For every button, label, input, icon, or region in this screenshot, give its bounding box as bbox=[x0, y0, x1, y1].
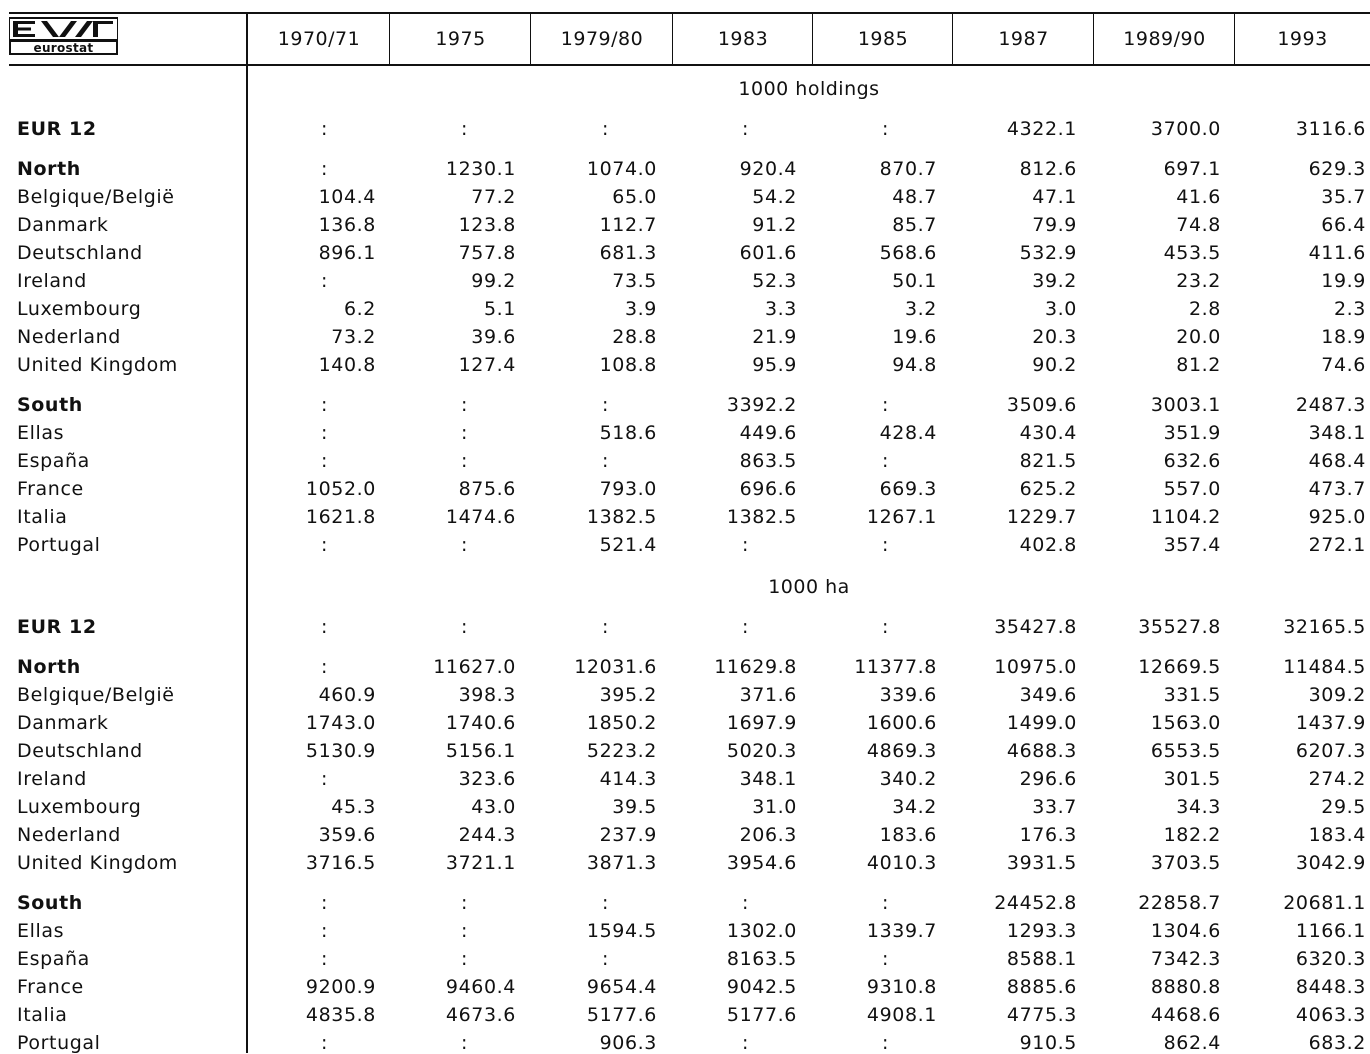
table-cell: 359.6 bbox=[318, 824, 376, 846]
table-cell: 19.6 bbox=[892, 326, 937, 348]
table-cell: 757.8 bbox=[458, 242, 516, 264]
table-cell: 183.6 bbox=[879, 824, 937, 846]
header-column-divider bbox=[952, 12, 953, 66]
table-cell: 183.4 bbox=[1308, 824, 1366, 846]
table-cell: 9200.9 bbox=[305, 976, 376, 998]
section-unit-label: 1000 ha bbox=[768, 576, 850, 598]
table-cell: 449.6 bbox=[739, 422, 797, 444]
table-cell: 1230.1 bbox=[445, 158, 516, 180]
table-cell: 349.6 bbox=[1019, 684, 1077, 706]
table-cell: 99.2 bbox=[471, 270, 516, 292]
header-column-divider bbox=[530, 12, 531, 66]
table-cell: 920.4 bbox=[739, 158, 797, 180]
table-cell: 47.1 bbox=[1032, 186, 1077, 208]
table-cell: 77.2 bbox=[471, 186, 516, 208]
table-cell: 19.9 bbox=[1321, 270, 1366, 292]
table-cell: 683.2 bbox=[1308, 1032, 1366, 1054]
table-cell: : bbox=[881, 394, 889, 416]
table-cell: 357.4 bbox=[1163, 534, 1221, 556]
table-cell: 3931.5 bbox=[1006, 852, 1077, 874]
table-cell: 896.1 bbox=[318, 242, 376, 264]
table-cell: 39.6 bbox=[471, 326, 516, 348]
table-cell: : bbox=[320, 948, 328, 970]
table-cell: 1302.0 bbox=[726, 920, 797, 942]
table-cell: 863.5 bbox=[739, 450, 797, 472]
table-cell: 1474.6 bbox=[445, 506, 516, 528]
table-cell: 697.1 bbox=[1163, 158, 1221, 180]
table-cell: 182.2 bbox=[1163, 824, 1221, 846]
table-cell: 50.1 bbox=[892, 270, 937, 292]
header-column-divider bbox=[812, 12, 813, 66]
table-cell: 4688.3 bbox=[1006, 740, 1077, 762]
table-cell: 875.6 bbox=[458, 478, 516, 500]
table-cell: : bbox=[320, 450, 328, 472]
table-cell: 41.6 bbox=[1176, 186, 1221, 208]
table-cell: : bbox=[320, 768, 328, 790]
table-cell: 3.3 bbox=[764, 298, 797, 320]
table-cell: 140.8 bbox=[318, 354, 376, 376]
table-cell: 6.2 bbox=[343, 298, 376, 320]
table-cell: 176.3 bbox=[1019, 824, 1077, 846]
table-cell: 206.3 bbox=[739, 824, 797, 846]
table-cell: : bbox=[460, 616, 468, 638]
table-cell: 1740.6 bbox=[445, 712, 516, 734]
table-cell: 4908.1 bbox=[866, 1004, 937, 1026]
table-cell: 906.3 bbox=[599, 1032, 657, 1054]
table-cell: 339.6 bbox=[879, 684, 937, 706]
table-cell: 35527.8 bbox=[1138, 616, 1221, 638]
table-cell: 12669.5 bbox=[1138, 656, 1221, 678]
table-cell: 9654.4 bbox=[586, 976, 657, 998]
column-header-year: 1985 bbox=[857, 28, 909, 50]
row-country-label: España bbox=[17, 948, 90, 970]
table-cell: 3116.6 bbox=[1295, 118, 1366, 140]
table-cell: : bbox=[460, 450, 468, 472]
table-cell: 821.5 bbox=[1019, 450, 1077, 472]
eurostat-logo bbox=[9, 16, 119, 56]
table-cell: 244.3 bbox=[458, 824, 516, 846]
eurostat-emblem-icon bbox=[9, 16, 118, 42]
table-cell: 73.5 bbox=[612, 270, 657, 292]
table-cell: 12031.6 bbox=[574, 656, 657, 678]
table-cell: : bbox=[601, 948, 609, 970]
table-cell: 8163.5 bbox=[726, 948, 797, 970]
table-cell: 94.8 bbox=[892, 354, 937, 376]
table-cell: : bbox=[460, 892, 468, 914]
table-cell: 398.3 bbox=[458, 684, 516, 706]
table-cell: : bbox=[320, 422, 328, 444]
table-cell: 532.9 bbox=[1019, 242, 1077, 264]
table-cell: 272.1 bbox=[1308, 534, 1366, 556]
header-column-divider bbox=[1093, 12, 1094, 66]
table-cell: 1074.0 bbox=[586, 158, 657, 180]
table-cell: : bbox=[460, 948, 468, 970]
table-cell: 348.1 bbox=[1308, 422, 1366, 444]
column-header-year: 1979/80 bbox=[560, 28, 644, 50]
table-cell: 23.2 bbox=[1176, 270, 1221, 292]
table-cell: 33.7 bbox=[1032, 796, 1077, 818]
row-country-label: Nederland bbox=[17, 326, 121, 348]
table-cell: 3700.0 bbox=[1150, 118, 1221, 140]
table-cell: 1743.0 bbox=[305, 712, 376, 734]
table-cell: 6553.5 bbox=[1150, 740, 1221, 762]
table-cell: 24452.8 bbox=[994, 892, 1077, 914]
table-cell: 557.0 bbox=[1163, 478, 1221, 500]
table-cell: : bbox=[320, 270, 328, 292]
table-cell: 79.9 bbox=[1032, 214, 1077, 236]
section-unit-label: 1000 holdings bbox=[738, 78, 880, 100]
table-cell: 29.5 bbox=[1321, 796, 1366, 818]
table-cell: 3.2 bbox=[904, 298, 937, 320]
table-cell: 3954.6 bbox=[726, 852, 797, 874]
table-cell: 3871.3 bbox=[586, 852, 657, 874]
table-cell: 20.3 bbox=[1032, 326, 1077, 348]
table-cell: 3721.1 bbox=[445, 852, 516, 874]
table-cell: 1293.3 bbox=[1006, 920, 1077, 942]
table-cell: 2.3 bbox=[1333, 298, 1366, 320]
table-cell: 4775.3 bbox=[1006, 1004, 1077, 1026]
column-header-year: 1983 bbox=[717, 28, 769, 50]
table-cell: 1104.2 bbox=[1150, 506, 1221, 528]
table-cell: 74.8 bbox=[1176, 214, 1221, 236]
table-cell: 1563.0 bbox=[1150, 712, 1221, 734]
table-cell: 112.7 bbox=[599, 214, 657, 236]
table-cell: 74.6 bbox=[1321, 354, 1366, 376]
table-cell: 34.2 bbox=[892, 796, 937, 818]
table-cell: 3392.2 bbox=[726, 394, 797, 416]
table-cell: 1499.0 bbox=[1006, 712, 1077, 734]
table-cell: 430.4 bbox=[1019, 422, 1077, 444]
table-cell: : bbox=[460, 1032, 468, 1054]
table-cell: 54.2 bbox=[752, 186, 797, 208]
table-cell: : bbox=[881, 450, 889, 472]
row-country-label: United Kingdom bbox=[17, 852, 178, 874]
table-cell: 45.3 bbox=[331, 796, 376, 818]
table-cell: : bbox=[460, 118, 468, 140]
table-cell: : bbox=[320, 394, 328, 416]
table-cell: 274.2 bbox=[1308, 768, 1366, 790]
header-column-divider bbox=[1234, 12, 1235, 66]
row-group-label: South bbox=[17, 394, 83, 416]
table-cell: 862.4 bbox=[1163, 1032, 1221, 1054]
table-cell: 1267.1 bbox=[866, 506, 937, 528]
table-cell: 340.2 bbox=[879, 768, 937, 790]
header-top-rule bbox=[9, 12, 1370, 14]
table-cell: : bbox=[741, 616, 749, 638]
table-cell: 453.5 bbox=[1163, 242, 1221, 264]
table-cell: 32165.5 bbox=[1283, 616, 1366, 638]
table-cell: : bbox=[320, 656, 328, 678]
table-cell: 5177.6 bbox=[586, 1004, 657, 1026]
table-cell: 1052.0 bbox=[305, 478, 376, 500]
table-cell: 402.8 bbox=[1019, 534, 1077, 556]
table-cell: 1339.7 bbox=[866, 920, 937, 942]
row-country-label: Luxembourg bbox=[17, 298, 142, 320]
table-cell: : bbox=[741, 118, 749, 140]
table-cell: : bbox=[601, 394, 609, 416]
table-cell: 3003.1 bbox=[1150, 394, 1221, 416]
table-cell: 28.8 bbox=[612, 326, 657, 348]
table-cell: 1621.8 bbox=[305, 506, 376, 528]
row-group-label: EUR 12 bbox=[17, 118, 97, 140]
table-cell: : bbox=[741, 892, 749, 914]
table-cell: : bbox=[320, 920, 328, 942]
table-cell: : bbox=[601, 892, 609, 914]
table-cell: 48.7 bbox=[892, 186, 937, 208]
table-cell: 95.9 bbox=[752, 354, 797, 376]
table-cell: 5020.3 bbox=[726, 740, 797, 762]
column-header-year: 1970/71 bbox=[277, 28, 361, 50]
table-cell: : bbox=[881, 948, 889, 970]
table-cell: 90.2 bbox=[1032, 354, 1077, 376]
table-cell: 35427.8 bbox=[994, 616, 1077, 638]
table-cell: 22858.7 bbox=[1138, 892, 1221, 914]
table-cell: 629.3 bbox=[1308, 158, 1366, 180]
table-cell: : bbox=[460, 422, 468, 444]
table-cell: 85.7 bbox=[892, 214, 937, 236]
table-cell: 1437.9 bbox=[1295, 712, 1366, 734]
row-country-label: France bbox=[17, 478, 84, 500]
table-cell: 4869.3 bbox=[866, 740, 937, 762]
table-cell: : bbox=[881, 534, 889, 556]
table-cell: 4322.1 bbox=[1006, 118, 1077, 140]
table-cell: 323.6 bbox=[458, 768, 516, 790]
table-cell: : bbox=[320, 1032, 328, 1054]
table-cell: 460.9 bbox=[318, 684, 376, 706]
table-cell: 518.6 bbox=[599, 422, 657, 444]
table-cell: 3.9 bbox=[624, 298, 657, 320]
table-cell: 348.1 bbox=[739, 768, 797, 790]
table-cell: 7342.3 bbox=[1150, 948, 1221, 970]
table-cell: 9310.8 bbox=[866, 976, 937, 998]
table-cell: : bbox=[601, 616, 609, 638]
table-cell: 296.6 bbox=[1019, 768, 1077, 790]
table-cell: 4063.3 bbox=[1295, 1004, 1366, 1026]
table-cell: : bbox=[881, 892, 889, 914]
table-cell: 8588.1 bbox=[1006, 948, 1077, 970]
header-bottom-rule bbox=[9, 64, 1370, 66]
table-cell: 52.3 bbox=[752, 270, 797, 292]
table-cell: 127.4 bbox=[458, 354, 516, 376]
table-cell: 411.6 bbox=[1308, 242, 1366, 264]
header-column-divider bbox=[389, 12, 390, 66]
row-country-label: Deutschland bbox=[17, 740, 143, 762]
table-cell: 3509.6 bbox=[1006, 394, 1077, 416]
table-cell: 65.0 bbox=[612, 186, 657, 208]
table-cell: 521.4 bbox=[599, 534, 657, 556]
table-cell: 18.9 bbox=[1321, 326, 1366, 348]
table-cell: 3703.5 bbox=[1150, 852, 1221, 874]
table-cell: 351.9 bbox=[1163, 422, 1221, 444]
table-cell: 910.5 bbox=[1019, 1032, 1077, 1054]
table-cell: 66.4 bbox=[1321, 214, 1366, 236]
table-cell: 123.8 bbox=[458, 214, 516, 236]
table-cell: 1229.7 bbox=[1006, 506, 1077, 528]
table-cell: 3.0 bbox=[1044, 298, 1077, 320]
table-cell: 5223.2 bbox=[586, 740, 657, 762]
table-cell: 414.3 bbox=[599, 768, 657, 790]
table-cell: 1382.5 bbox=[586, 506, 657, 528]
table-cell: 11627.0 bbox=[433, 656, 516, 678]
header-column-divider bbox=[672, 12, 673, 66]
table-cell: 1594.5 bbox=[586, 920, 657, 942]
column-header-year: 1989/90 bbox=[1123, 28, 1206, 50]
table-cell: 395.2 bbox=[599, 684, 657, 706]
table-cell: 73.2 bbox=[331, 326, 376, 348]
row-group-label: EUR 12 bbox=[17, 616, 97, 638]
table-cell: : bbox=[320, 118, 328, 140]
table-cell: : bbox=[460, 534, 468, 556]
table-cell: 5130.9 bbox=[305, 740, 376, 762]
table-cell: 11484.5 bbox=[1283, 656, 1366, 678]
table-cell: 3716.5 bbox=[305, 852, 376, 874]
table-cell: 4468.6 bbox=[1150, 1004, 1221, 1026]
table-cell: 925.0 bbox=[1308, 506, 1366, 528]
table-cell: 1697.9 bbox=[726, 712, 797, 734]
table-cell: 8885.6 bbox=[1006, 976, 1077, 998]
table-cell: 81.2 bbox=[1176, 354, 1221, 376]
table-cell: 31.0 bbox=[752, 796, 797, 818]
column-header-year: 1993 bbox=[1277, 28, 1328, 50]
table-cell: 104.4 bbox=[318, 186, 376, 208]
row-country-label: Ireland bbox=[17, 270, 87, 292]
row-country-label: Ireland bbox=[17, 768, 87, 790]
row-country-label: Italia bbox=[17, 1004, 68, 1026]
table-cell: 4835.8 bbox=[305, 1004, 376, 1026]
table-cell: 1166.1 bbox=[1295, 920, 1366, 942]
table-cell: 2487.3 bbox=[1295, 394, 1366, 416]
table-cell: 34.3 bbox=[1176, 796, 1221, 818]
table-cell: : bbox=[741, 1032, 749, 1054]
table-cell: 2.8 bbox=[1188, 298, 1221, 320]
table-cell: : bbox=[460, 920, 468, 942]
table-cell: 4673.6 bbox=[445, 1004, 516, 1026]
table-cell: 669.3 bbox=[879, 478, 937, 500]
row-group-label: South bbox=[17, 892, 83, 914]
row-country-label: Belgique/België bbox=[17, 186, 175, 208]
table-cell: 632.6 bbox=[1163, 450, 1221, 472]
row-country-label: Nederland bbox=[17, 824, 121, 846]
table-cell: : bbox=[460, 394, 468, 416]
table-cell: : bbox=[320, 534, 328, 556]
table-cell: 9042.5 bbox=[726, 976, 797, 998]
table-cell: 91.2 bbox=[752, 214, 797, 236]
table-cell: 20.0 bbox=[1176, 326, 1221, 348]
table-cell: 681.3 bbox=[599, 242, 657, 264]
table-cell: 5.1 bbox=[483, 298, 516, 320]
table-cell: 39.2 bbox=[1032, 270, 1077, 292]
row-country-label: Luxembourg bbox=[17, 796, 142, 818]
table-cell: 6207.3 bbox=[1295, 740, 1366, 762]
table-cell: 5156.1 bbox=[445, 740, 516, 762]
table-cell: : bbox=[881, 118, 889, 140]
table-cell: 793.0 bbox=[599, 478, 657, 500]
row-country-label: Ellas bbox=[17, 422, 65, 444]
table-cell: 21.9 bbox=[752, 326, 797, 348]
table-cell: 331.5 bbox=[1163, 684, 1221, 706]
table-cell: 10975.0 bbox=[994, 656, 1077, 678]
table-cell: 812.6 bbox=[1019, 158, 1077, 180]
table-cell: 301.5 bbox=[1163, 768, 1221, 790]
table-cell: 3042.9 bbox=[1295, 852, 1366, 874]
table-cell: : bbox=[320, 892, 328, 914]
table-cell: 371.6 bbox=[739, 684, 797, 706]
table-cell: 6320.3 bbox=[1295, 948, 1366, 970]
table-cell: 696.6 bbox=[739, 478, 797, 500]
table-cell: 39.5 bbox=[612, 796, 657, 818]
table-cell: 11629.8 bbox=[714, 656, 797, 678]
table-cell: 473.7 bbox=[1308, 478, 1366, 500]
table-cell: 309.2 bbox=[1308, 684, 1366, 706]
table-cell: 428.4 bbox=[879, 422, 937, 444]
table-cell: 43.0 bbox=[471, 796, 516, 818]
table-cell: 870.7 bbox=[879, 158, 937, 180]
table-cell: : bbox=[320, 158, 328, 180]
row-country-label: Portugal bbox=[17, 1032, 101, 1054]
table-cell: : bbox=[741, 534, 749, 556]
row-country-label: France bbox=[17, 976, 84, 998]
table-cell: : bbox=[881, 616, 889, 638]
table-cell: 5177.6 bbox=[726, 1004, 797, 1026]
table-cell: 9460.4 bbox=[445, 976, 516, 998]
row-country-label: España bbox=[17, 450, 90, 472]
table-cell: 108.8 bbox=[599, 354, 657, 376]
table-cell: 1304.6 bbox=[1150, 920, 1221, 942]
table-cell: 4010.3 bbox=[866, 852, 937, 874]
table-cell: 468.4 bbox=[1308, 450, 1366, 472]
table-cell: 568.6 bbox=[879, 242, 937, 264]
row-country-label: United Kingdom bbox=[17, 354, 178, 376]
table-cell: 1600.6 bbox=[866, 712, 937, 734]
table-cell: 8880.8 bbox=[1150, 976, 1221, 998]
row-country-label: Deutschland bbox=[17, 242, 143, 264]
table-cell: : bbox=[601, 450, 609, 472]
row-group-label: North bbox=[17, 158, 81, 180]
table-cell: 1850.2 bbox=[586, 712, 657, 734]
table-cell: 8448.3 bbox=[1295, 976, 1366, 998]
table-cell: 237.9 bbox=[599, 824, 657, 846]
column-header-year: 1987 bbox=[998, 28, 1049, 50]
table-cell: 35.7 bbox=[1321, 186, 1366, 208]
row-country-label: Danmark bbox=[17, 214, 109, 236]
table-cell: 136.8 bbox=[318, 214, 376, 236]
table-cell: 11377.8 bbox=[854, 656, 937, 678]
table-cell: 625.2 bbox=[1019, 478, 1077, 500]
table-cell: 601.6 bbox=[739, 242, 797, 264]
row-country-label: Portugal bbox=[17, 534, 101, 556]
table-cell: 1382.5 bbox=[726, 506, 797, 528]
row-country-label: Belgique/België bbox=[17, 684, 175, 706]
row-country-label: Danmark bbox=[17, 712, 109, 734]
table-cell: : bbox=[881, 1032, 889, 1054]
table-cell: : bbox=[601, 118, 609, 140]
row-country-label: Italia bbox=[17, 506, 68, 528]
table-cell: 20681.1 bbox=[1283, 892, 1366, 914]
column-header-year: 1975 bbox=[435, 28, 486, 50]
logo-wordmark: eurostat bbox=[9, 40, 118, 55]
row-group-label: North bbox=[17, 656, 81, 678]
table-cell: : bbox=[320, 616, 328, 638]
label-column-divider bbox=[246, 12, 248, 1053]
row-country-label: Ellas bbox=[17, 920, 65, 942]
